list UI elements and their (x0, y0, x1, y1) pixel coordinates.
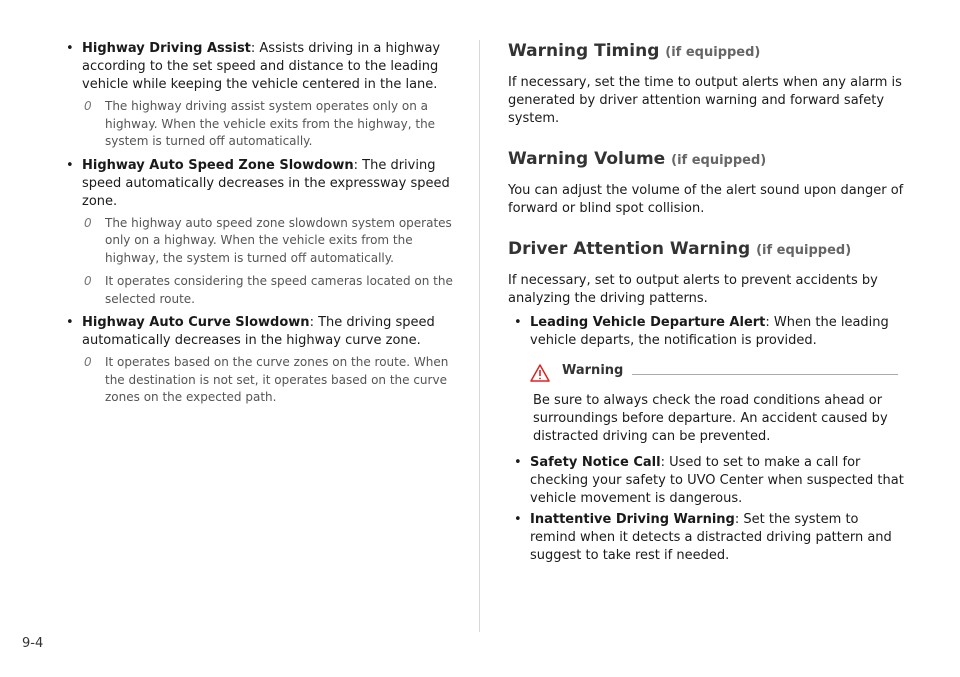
bullet-term: Leading Vehicle Departure Alert (530, 315, 766, 330)
warning-timing-body: If necessary, set the time to output alerts when any alarm is generated by driver attention warning and forward safety system. (508, 75, 902, 126)
column-divider (479, 40, 480, 632)
equipped-tag: (if equipped) (665, 45, 761, 60)
bullet-dot: • (514, 455, 522, 470)
bullet-dot: • (514, 512, 522, 527)
heading-text: Warning Timing (508, 41, 660, 61)
driver-attention-body: If necessary, set to output alerts to prevent accidents by analyzing the driving patterns. (508, 273, 878, 306)
warning-header (530, 362, 908, 384)
warning-volume-body: You can adjust the volume of the alert sound upon danger of forward or blind spot collision. (508, 183, 904, 216)
bullet-leading-vehicle-departure (508, 314, 908, 350)
bullet-term: Safety Notice Call (530, 455, 661, 470)
warning-rule (632, 374, 898, 375)
bullet-text: : Assists driving in a highway according to the set speed and distance to the leading vehicle while keeping the vehicle centered in the lane. (82, 41, 441, 92)
heading-text: Warning Volume (508, 149, 666, 169)
note-text: It operates considering the speed cameras located on the selected route. (105, 274, 453, 306)
note-text: The highway auto speed zone slowdown system operates only on a highway. When the vehicle exits from the highway, the system is turned off automatically. (105, 215, 452, 265)
bullet-text: : When the leading vehicle departs, the notification is provided. (530, 315, 889, 348)
note (62, 215, 457, 268)
note (62, 98, 457, 151)
warning-body: Be sure to always check the road conditions ahead or surroundings before departure. An accident caused by distracted driving can be prevented. (533, 393, 888, 444)
bullet-safety-notice-call (508, 454, 908, 508)
bullet-dot: • (514, 315, 522, 330)
left-column (62, 40, 457, 413)
note-text: The highway driving assist system operates only on a highway. When the vehicle exits from the highway, the system is turned off automatically. (105, 99, 436, 148)
equipped-tag: (if equipped) (756, 243, 852, 258)
note-text: It operates based on the curve zones on the route. When the destination is not set, it operates based on the curve zones on the expected path. (105, 355, 449, 404)
bullet-inattentive-driving-warning (508, 511, 908, 565)
bullet-text: : The driving speed automatically decreases in the highway curve zone. (82, 315, 435, 348)
right-column (508, 40, 908, 568)
note-icon: 0 (84, 99, 92, 113)
bullet-term: Highway Driving Assist (82, 41, 251, 56)
bullet-highway-driving-assist (62, 40, 457, 94)
bullet-term: Highway Auto Speed Zone Slowdown (82, 157, 354, 173)
bullet-highway-auto-speed-zone (62, 157, 457, 211)
page-number: 9-4 (22, 636, 44, 651)
heading-driver-attention-warning (508, 238, 908, 262)
warning-label: Warning (562, 363, 624, 378)
note (62, 273, 457, 308)
bullet-term: Highway Auto Curve Slowdown (82, 315, 310, 330)
note (62, 354, 457, 407)
bullet-text: : The driving speed automatically decreases in the expressway speed zone. (82, 157, 450, 209)
warning-triangle-icon (530, 364, 550, 382)
bullet-term: Inattentive Driving Warning (530, 512, 735, 527)
bullet-dot: • (66, 157, 74, 173)
bullet-dot: • (66, 315, 74, 330)
bullet-text: : Set the system to remind when it detects a distracted driving pattern and suggest to take rest if needed. (530, 512, 892, 563)
bullet-text: : Used to set to make a call for checking your safety to UVO Center when suspected that vehicle movement is dangerous. (530, 455, 904, 506)
note-icon: 0 (84, 215, 92, 230)
heading-warning-volume (508, 148, 908, 172)
note-icon: 0 (84, 355, 92, 369)
bullet-highway-auto-curve (62, 314, 457, 350)
equipped-tag: (if equipped) (671, 153, 767, 168)
note-icon: 0 (84, 274, 92, 288)
heading-text: Driver Attention Warning (508, 239, 751, 259)
bullet-dot: • (66, 41, 74, 56)
heading-warning-timing (508, 40, 908, 64)
